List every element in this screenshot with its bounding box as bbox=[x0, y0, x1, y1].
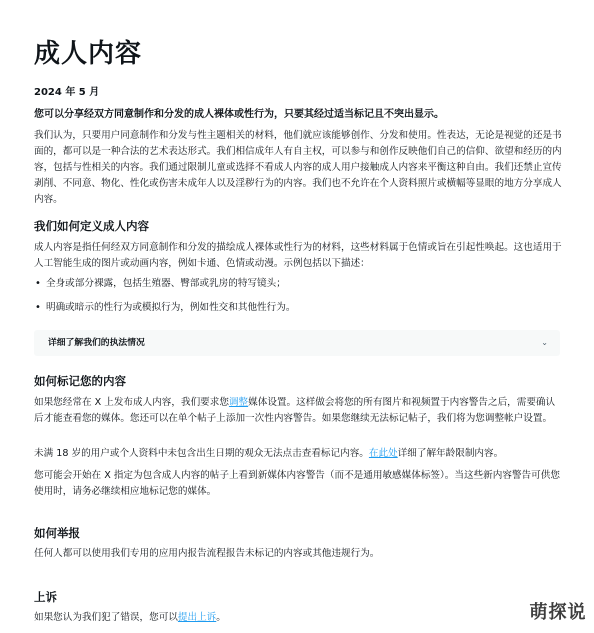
define-paragraph: 成人内容是指任何经双方同意制作和分发的描绘成人裸体或性行为的材料，这些材料属于色情或旨在引起性唤起。这也适用于人工智能生成的图片或动画内容，例如卡通、色情或动漫。示例包括以下描述： bbox=[34, 242, 562, 269]
lead-summary: 您可以分享经双方同意制作和分发的成人裸体或性行为，只要其经过适当标记且不突出显示。 bbox=[34, 109, 444, 120]
report-paragraph: 任何人都可以使用我们专用的应用内报告流程报告未标记的内容或其他违规行为。 bbox=[34, 548, 380, 559]
mark-heading: 如何标记您的内容 bbox=[34, 374, 126, 388]
text: 详细了解年龄限制内容。 bbox=[397, 448, 504, 459]
definition-list bbox=[34, 276, 295, 324]
text: 如果您认为我们犯了错误，您可以 bbox=[34, 612, 178, 623]
text: 未满 18 岁的用户或个人资料中未包含出生日期的观众无法点击查看标记内容。 bbox=[34, 448, 369, 459]
mark-paragraph-3: 您可能会开始在 X 指定为包含成人内容的帖子上看到新媒体内容警告（而不是通用敏感媒体标签）。当这些新内容警告可供您使用时，请务必继续相应地标记您的媒体。 bbox=[34, 470, 560, 497]
list-item: • 明确或暗示的性行为或模拟行为，例如性交和其他性行为。 bbox=[34, 300, 295, 324]
report-heading: 如何举报 bbox=[34, 526, 80, 540]
watermark-logo: 萌探说 bbox=[524, 596, 592, 630]
appeal-link[interactable]: 提出上诉 bbox=[177, 612, 217, 623]
define-heading: 我们如何定义成人内容 bbox=[34, 219, 149, 233]
chevron-down-icon: ⌄ bbox=[541, 338, 548, 347]
adjust-settings-link[interactable]: 调整 bbox=[228, 397, 249, 408]
page-title: 成人内容 bbox=[34, 39, 143, 69]
text: 如果您经常在 X 上发布成人内容，我们要求您 bbox=[34, 397, 229, 408]
publish-date: 2024 年 5 月 bbox=[34, 87, 100, 98]
intro-paragraph: 我们认为，只要用户同意制作和分发与性主题相关的材料，他们就应该能够创作、分发和使用。性表达，无论是视觉的还是书面的，都可以是一种合法的艺术表达形式。我们相信成年人有自主权，可以参与和创作反映他们自己的信仰、欲望和经历的内容，包括与性相关的内容。我们通过限制儿童或选择不看成人内容的成人用户接触成人内容来平衡这种自由。我们还禁止宣传剥削、不同意、物化、性化或伤害未成年人以及淫秽行为的内容。我们也不允许在个人资料照片或横幅等显眼的地方分享成人内容。 bbox=[34, 130, 562, 205]
text: 。 bbox=[216, 612, 226, 623]
list-item: • 全身或部分裸露，包括生殖器、臀部或乳房的特写镜头； bbox=[34, 276, 295, 300]
appeal-heading: 上诉 bbox=[34, 590, 57, 604]
age-restricted-link[interactable]: 在此处 bbox=[368, 448, 398, 459]
accordion-label: 详细了解我们的执法情况 bbox=[48, 338, 145, 348]
enforcement-accordion[interactable] bbox=[34, 330, 560, 356]
mark-paragraph-2 bbox=[34, 446, 503, 462]
appeal-paragraph bbox=[34, 610, 226, 626]
mark-paragraph-1 bbox=[34, 395, 562, 427]
text: 媒体设置。这样做会将您的所有图片和视频置于内容警告之后，需要确认后才能查看您的媒体。您还可以在单个帖子上添加一次性内容警告。如果您继续无法标记帖子，我们将为您调整帐户设置。 bbox=[34, 397, 556, 424]
